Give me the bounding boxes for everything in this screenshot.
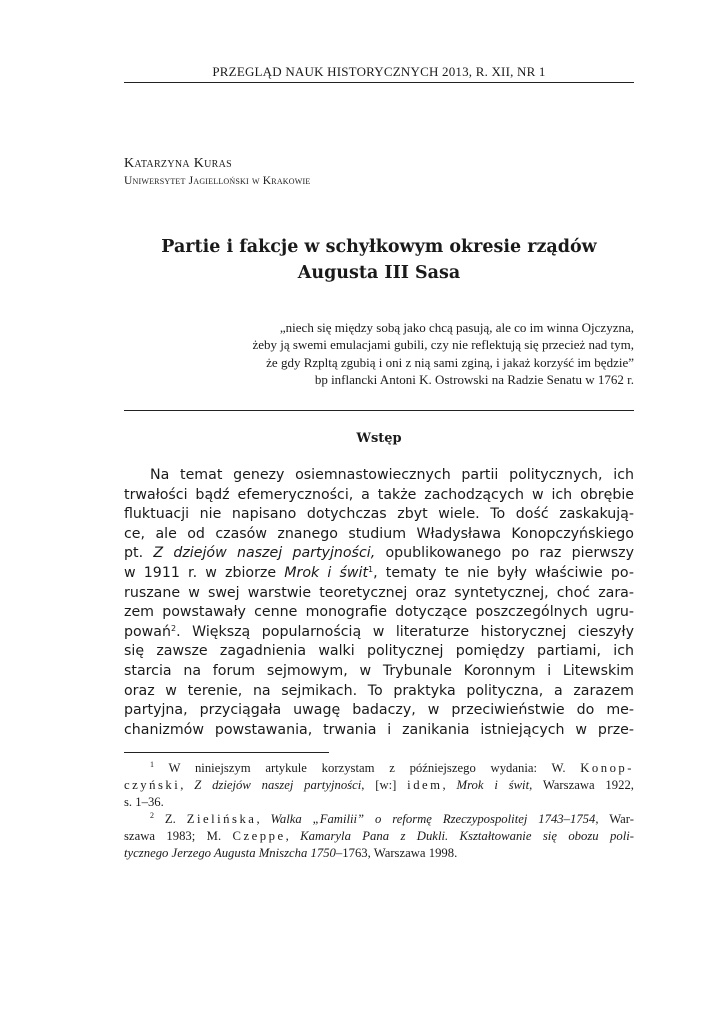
article-title xyxy=(124,234,634,286)
author-affiliation: Uniwersytet Jagielloński w Krakowie xyxy=(124,175,311,187)
title-line-2: Augusta III Sasa xyxy=(297,263,461,283)
author-spaced: Czeppe xyxy=(232,829,286,843)
text-run: , War- xyxy=(595,812,634,826)
text-run: , xyxy=(256,812,271,826)
author-block xyxy=(124,156,310,187)
epigraph-line: „niech się między sobą jako chcą pasują, ale co im winna Ojczyzna, xyxy=(279,320,634,335)
body-line: Na temat genezy osiemnastowiecznych partii politycznych, ich xyxy=(150,467,634,483)
author-spaced: Konop- xyxy=(580,761,634,775)
body-line: się zawsze zagadnienia walki politycznej pomiędzy partiami, ich xyxy=(124,643,634,660)
text-run: , xyxy=(442,778,457,792)
footnote-line xyxy=(124,760,634,777)
text-run: , tematy te nie były właściwie po- xyxy=(373,564,634,581)
text-run: . Większą popularnością w literaturze historycznej cieszyły xyxy=(176,623,634,640)
author-name: Katarzyna Kuras xyxy=(124,156,232,171)
body-line: chanizmów powstawania, trwania i zanikania istniejących w prze- xyxy=(124,721,634,738)
body-paragraph xyxy=(124,466,634,740)
footnote-line xyxy=(124,811,634,828)
title-line-1: Partie i fakcje w schyłkowym okresie rządów xyxy=(161,237,597,257)
epigraph-line: że gdy Rzpltą zgubią i oni z nią sami zginą, i jakaż korzyść im będzie” xyxy=(266,354,634,370)
book-title: tycznego Jerzego Augusta Mniszcha 1750 xyxy=(124,846,336,860)
body-line: zem powstawały cenne monografie dotyczące poszczególnych ugru- xyxy=(124,604,634,621)
text-run: Z. xyxy=(154,812,187,826)
epigraph-attribution: bp inflancki Antoni K. Ostrowski na Radzie Senatu w 1762 r. xyxy=(314,371,634,387)
text-run: , Warszawa 1922, xyxy=(529,778,634,792)
epigraph-line: żeby ją swemi emulacjami gubili, czy nie reflektują się przecież nad tym, xyxy=(252,337,634,353)
footnote-line xyxy=(124,777,634,794)
author-spaced: idem xyxy=(407,778,443,792)
book-title: Kamaryla Pana z Dukli. Kształtowanie się obozu poli- xyxy=(300,829,635,843)
book-title: Z dziejów naszej partyjności xyxy=(194,778,362,792)
book-title: Mrok i świt xyxy=(284,564,369,581)
text-run: szawa 1983; M. xyxy=(124,829,233,843)
body-line xyxy=(124,564,634,584)
footnote-line xyxy=(124,845,634,862)
footnote-ref: 2 xyxy=(170,623,177,633)
body-line: fluktuacji nie napisano dotychczas zbyt wiele. To dość zaskakują- xyxy=(124,506,634,523)
section-rule xyxy=(124,410,634,411)
body-line: oraz w terenie, na sejmikach. To praktyka polityczna, a zarazem xyxy=(124,682,634,699)
footnotes xyxy=(124,760,634,862)
body-line: partyjna, przyciągała uwagę badaczy, w przeciwieństwie do me- xyxy=(124,702,634,719)
body-line: ruszane w swej warstwie teoretycznej oraz syntetycznej, choć zara- xyxy=(124,584,634,601)
text-run: , [w:] xyxy=(361,778,408,792)
running-head: PRZEGLĄD NAUK HISTORYCZNYCH 2013, R. XII, NR 1 xyxy=(212,64,546,79)
text-run: , xyxy=(285,829,301,843)
body-line: trwałości bądź efemeryczności, a także zachodzących w ich obrębie xyxy=(124,486,634,503)
book-title: Walka „Familii” o reformę Rzeczypospolitej 1743–1754 xyxy=(270,812,596,826)
footnote-number: 1 xyxy=(150,760,154,769)
text-run: powań xyxy=(124,623,171,640)
book-title: Z dziejów naszej partyjności, xyxy=(153,545,376,562)
body-line xyxy=(124,623,634,643)
body-line xyxy=(124,544,634,564)
body-line: starcia na forum sejmowym, w Trybunale Koronnym i Litewskim xyxy=(124,662,634,679)
footnote-line xyxy=(124,828,634,845)
text-run: W niniejszym artykule korzystam z późniejszego wydania: W. xyxy=(154,761,581,775)
book-title: Mrok i świt xyxy=(456,778,530,792)
footnote-ref: 1 xyxy=(368,564,374,574)
section-heading: Wstęp xyxy=(356,431,402,446)
text-run: , xyxy=(180,778,195,792)
epigraph xyxy=(114,319,634,388)
text-run: pt. xyxy=(124,545,154,562)
header-rule xyxy=(124,82,634,83)
footnote-number: 2 xyxy=(150,811,154,820)
text-run: opublikowanego po raz pierwszy xyxy=(375,545,634,562)
body-line: ce, ale od czasów znanego studium Władysława Konopczyńskiego xyxy=(124,525,634,542)
author-spaced: Zielińska xyxy=(186,812,257,826)
text-run: w 1911 r. w zbiorze xyxy=(124,564,285,581)
text-run: –1763, Warszawa 1998. xyxy=(335,846,458,860)
author-spaced: czyński xyxy=(124,778,181,792)
footnote-rule xyxy=(124,752,329,753)
footnote-line: s. 1–36. xyxy=(124,795,164,809)
